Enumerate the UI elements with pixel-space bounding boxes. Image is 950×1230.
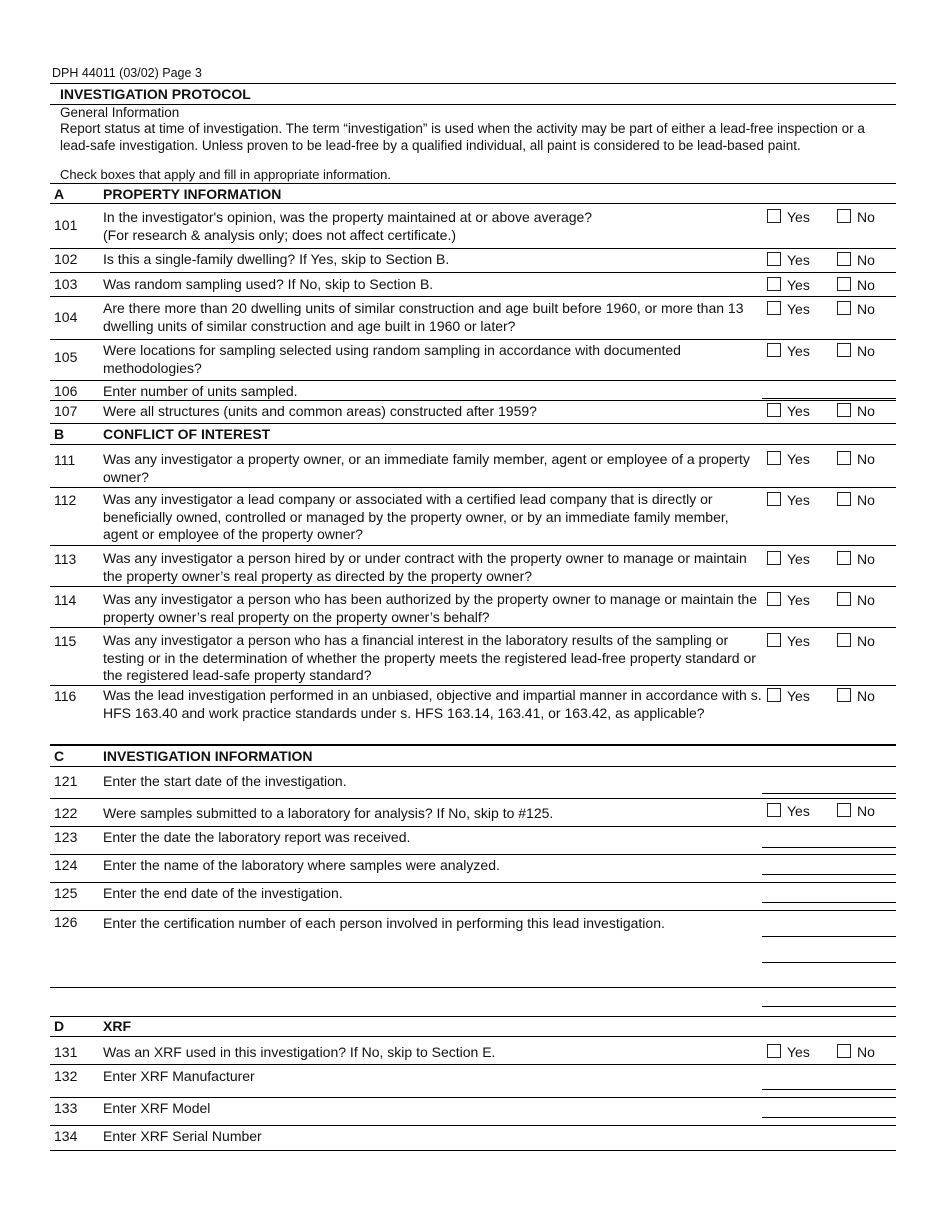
question-number: 115 (54, 633, 77, 649)
checkbox[interactable] (837, 1044, 851, 1058)
rule (50, 272, 896, 273)
yes-option[interactable]: Yes (767, 343, 810, 359)
protocol-instruction: Check boxes that apply and fill in appropriate information. (60, 167, 391, 182)
question-number: 131 (54, 1044, 78, 1060)
question-number: 124 (54, 857, 78, 873)
rule (50, 627, 896, 628)
answer-line[interactable] (762, 1117, 896, 1118)
yes-option[interactable]: Yes (767, 592, 810, 608)
checkbox[interactable] (837, 343, 851, 357)
rule (50, 744, 896, 746)
checkbox[interactable] (767, 209, 781, 223)
checkbox[interactable] (767, 1044, 781, 1058)
answer-line[interactable] (762, 793, 896, 794)
question-number: 121 (54, 773, 78, 789)
section-c-letter: C (54, 748, 65, 764)
question-101-text: In the investigator's opinion, was the property maintained at or above average? (For research & analysis only; does not affect certificate.) (103, 209, 593, 243)
yes-option[interactable]: Yes (767, 403, 810, 419)
checkbox[interactable] (837, 277, 851, 291)
yes-no-107 (767, 403, 897, 421)
question-number: 126 (54, 914, 78, 930)
rule (50, 339, 896, 340)
question-103-text: Was random sampling used? If No, skip to Section B. (103, 276, 434, 292)
question-number: 125 (54, 885, 78, 901)
yes-option[interactable]: Yes (767, 451, 810, 467)
yes-option[interactable]: Yes (767, 803, 810, 819)
yes-no-114 (767, 592, 897, 610)
answer-line[interactable] (762, 1006, 896, 1007)
rule (50, 586, 896, 587)
question-104-text: Are there more than 20 dwelling units of similar construction and age built before 1960, or more than 13 dwelling units of similar construction and age built in 1960 or later? (103, 300, 744, 334)
answer-line[interactable] (762, 847, 896, 848)
rule (50, 400, 896, 401)
checkbox[interactable] (767, 551, 781, 565)
rule (50, 203, 896, 204)
rule (50, 183, 896, 184)
answer-line[interactable] (762, 874, 896, 875)
question-116-text: Was the lead investigation performed in an unbiased, objective and impartial manner in accordance with s. HFS 163.40 and work practice standards under s. HFS 163.14, 163.41, or 163.42, as applicable? (103, 687, 762, 721)
checkbox[interactable] (837, 592, 851, 606)
rule (50, 826, 896, 827)
section-b-title: CONFLICT OF INTEREST (103, 426, 271, 442)
yes-option[interactable]: Yes (767, 492, 810, 508)
no-option[interactable]: No (837, 209, 875, 225)
rule (50, 1036, 896, 1037)
question-122-text: Were samples submitted to a laboratory for analysis? If No, skip to #125. (103, 805, 554, 821)
rule (50, 798, 896, 799)
yes-no-104 (767, 301, 897, 319)
rule (50, 854, 896, 855)
answer-line[interactable] (762, 936, 896, 937)
no-option[interactable]: No (837, 551, 875, 567)
yes-no-112 (767, 492, 897, 510)
yes-no-102 (767, 252, 897, 270)
question-number: 113 (54, 551, 77, 567)
rule (50, 1097, 896, 1098)
question-125-text: Enter the end date of the investigation. (103, 885, 343, 901)
no-option[interactable]: No (837, 688, 875, 704)
question-114-text: Was any investigator a person who has been authorized by the property owner to manage or maintain the property owner’s real property on the property owner’s behalf? (103, 591, 757, 625)
no-option[interactable]: No (837, 252, 875, 268)
question-111-text: Was any investigator a property owner, or an immediate family member, agent or employee of a property owner? (103, 451, 750, 485)
rule (50, 380, 896, 381)
yes-no-101 (767, 209, 897, 227)
protocol-subtitle: General Information (60, 105, 180, 120)
no-option[interactable]: No (837, 1044, 875, 1060)
no-option[interactable]: No (837, 592, 875, 608)
question-number: 106 (54, 383, 78, 399)
rule (50, 910, 896, 911)
protocol-intro: Report status at time of investigation. The term “investigation” is used when the activity may be part of either a lead-free inspection or a lead-safe investigation. Unless proven to be lead-free by a qualified individual, all paint is considered to be lead-based paint. (60, 121, 865, 153)
question-number: 133 (54, 1100, 78, 1116)
rule (50, 296, 896, 297)
rule (50, 882, 896, 883)
yes-option[interactable]: Yes (767, 301, 810, 317)
question-134-text: Enter XRF Serial Number (103, 1128, 262, 1144)
question-102-text: Is this a single-family dwelling? If Yes, skip to Section B. (103, 251, 450, 267)
protocol-title: INVESTIGATION PROTOCOL (60, 86, 251, 102)
question-number: 102 (54, 251, 78, 267)
yes-option[interactable]: Yes (767, 688, 810, 704)
question-124-text: Enter the name of the laboratory where samples were analyzed. (103, 857, 500, 873)
section-c-title: INVESTIGATION INFORMATION (103, 748, 313, 764)
question-number: 107 (54, 403, 78, 419)
section-a-title: PROPERTY INFORMATION (103, 186, 282, 202)
yes-no-131 (767, 1044, 897, 1062)
checkbox[interactable] (767, 252, 781, 266)
no-option[interactable]: No (837, 492, 875, 508)
yes-option[interactable]: Yes (767, 252, 810, 268)
question-number: 112 (54, 492, 77, 508)
question-112-text: Was any investigator a lead company or associated with a certified lead company that is directly or beneficially owned, controlled or managed by the property owner, or by an immediate family member, agent or employee of the property owner? (103, 491, 729, 542)
rule (50, 487, 896, 488)
no-option[interactable]: No (837, 301, 875, 317)
rule (50, 444, 896, 445)
question-126-text: Enter the certification number of each person involved in performing this lead investigation. (103, 915, 665, 931)
yes-no-116 (767, 688, 897, 706)
section-a-letter: A (54, 186, 65, 202)
checkbox[interactable] (837, 803, 851, 817)
yes-no-113 (767, 551, 897, 569)
checkbox[interactable] (767, 301, 781, 315)
checkbox[interactable] (767, 688, 781, 702)
answer-line[interactable] (762, 902, 896, 903)
question-number: 103 (54, 276, 78, 292)
rule (50, 987, 896, 988)
checkbox[interactable] (767, 343, 781, 357)
question-number: 114 (54, 592, 77, 608)
checkbox[interactable] (837, 688, 851, 702)
yes-option[interactable]: Yes (767, 277, 810, 293)
checkbox[interactable] (837, 551, 851, 565)
no-option[interactable]: No (837, 451, 875, 467)
rule (50, 83, 896, 84)
yes-option[interactable]: Yes (767, 551, 810, 567)
rule (50, 545, 896, 546)
rule (50, 248, 896, 249)
checkbox[interactable] (767, 633, 781, 647)
rule (50, 685, 896, 686)
checkbox[interactable] (767, 451, 781, 465)
checkbox[interactable] (767, 803, 781, 817)
no-option[interactable]: No (837, 803, 875, 819)
yes-no-103 (767, 277, 897, 295)
section-d-title: XRF (103, 1018, 131, 1034)
no-option[interactable]: No (837, 633, 875, 649)
checkbox[interactable] (837, 252, 851, 266)
yes-no-111 (767, 451, 897, 469)
section-d-letter: D (54, 1018, 65, 1034)
question-107-text: Were all structures (units and common areas) constructed after 1959? (103, 403, 537, 419)
question-number: 122 (54, 805, 78, 821)
checkbox[interactable] (767, 403, 781, 417)
yes-no-115 (767, 633, 897, 651)
answer-line[interactable] (762, 1089, 896, 1090)
checkbox[interactable] (767, 492, 781, 506)
rule (50, 1125, 896, 1126)
checkbox[interactable] (837, 492, 851, 506)
yes-no-105 (767, 343, 897, 361)
yes-option[interactable]: Yes (767, 1044, 810, 1060)
rule (50, 423, 896, 424)
rule (50, 766, 896, 767)
question-121-text: Enter the start date of the investigation. (103, 773, 347, 789)
yes-option[interactable]: Yes (767, 633, 810, 649)
question-106-text: Enter number of units sampled. (103, 383, 298, 399)
rule (50, 1016, 896, 1017)
no-option[interactable]: No (837, 403, 875, 419)
question-133-text: Enter XRF Model (103, 1100, 211, 1116)
no-option[interactable]: No (837, 343, 875, 359)
checkbox[interactable] (837, 403, 851, 417)
question-number: 101 (54, 217, 78, 233)
checkbox[interactable] (837, 633, 851, 647)
answer-line[interactable] (762, 962, 896, 963)
no-option[interactable]: No (837, 277, 875, 293)
checkbox[interactable] (767, 592, 781, 606)
checkbox[interactable] (837, 301, 851, 315)
section-b-letter: B (54, 426, 65, 442)
rule (50, 1064, 896, 1065)
question-number: 105 (54, 349, 78, 365)
question-number: 111 (54, 452, 76, 468)
yes-option[interactable]: Yes (767, 209, 810, 225)
question-123-text: Enter the date the laboratory report was received. (103, 829, 411, 845)
question-132-text: Enter XRF Manufacturer (103, 1068, 255, 1084)
checkbox[interactable] (767, 277, 781, 291)
question-115-text: Was any investigator a person who has a financial interest in the laboratory results of the sampling or testing or in the determination of whether the property meets the registered lead-free property standard or the registered lead-safe property standard? (103, 632, 756, 683)
question-number: 123 (54, 829, 78, 845)
question-number: 116 (54, 688, 77, 704)
question-113-text: Was any investigator a person hired by or under contract with the property owner to manage or maintain the property owner’s real property as directed by the property owner? (103, 550, 747, 584)
question-number: 134 (54, 1128, 78, 1144)
question-number: 104 (54, 309, 78, 325)
question-131-text: Was an XRF used in this investigation? If No, skip to Section E. (103, 1044, 496, 1060)
form-id: DPH 44011 (03/02) Page 3 (52, 66, 202, 80)
question-105-text: Were locations for sampling selected using random sampling in accordance with documented methodologies? (103, 342, 681, 376)
rule (50, 1150, 896, 1151)
checkbox[interactable] (837, 209, 851, 223)
question-number: 132 (54, 1068, 78, 1084)
yes-no-122 (767, 803, 897, 821)
checkbox[interactable] (837, 451, 851, 465)
answer-line[interactable] (762, 398, 896, 399)
